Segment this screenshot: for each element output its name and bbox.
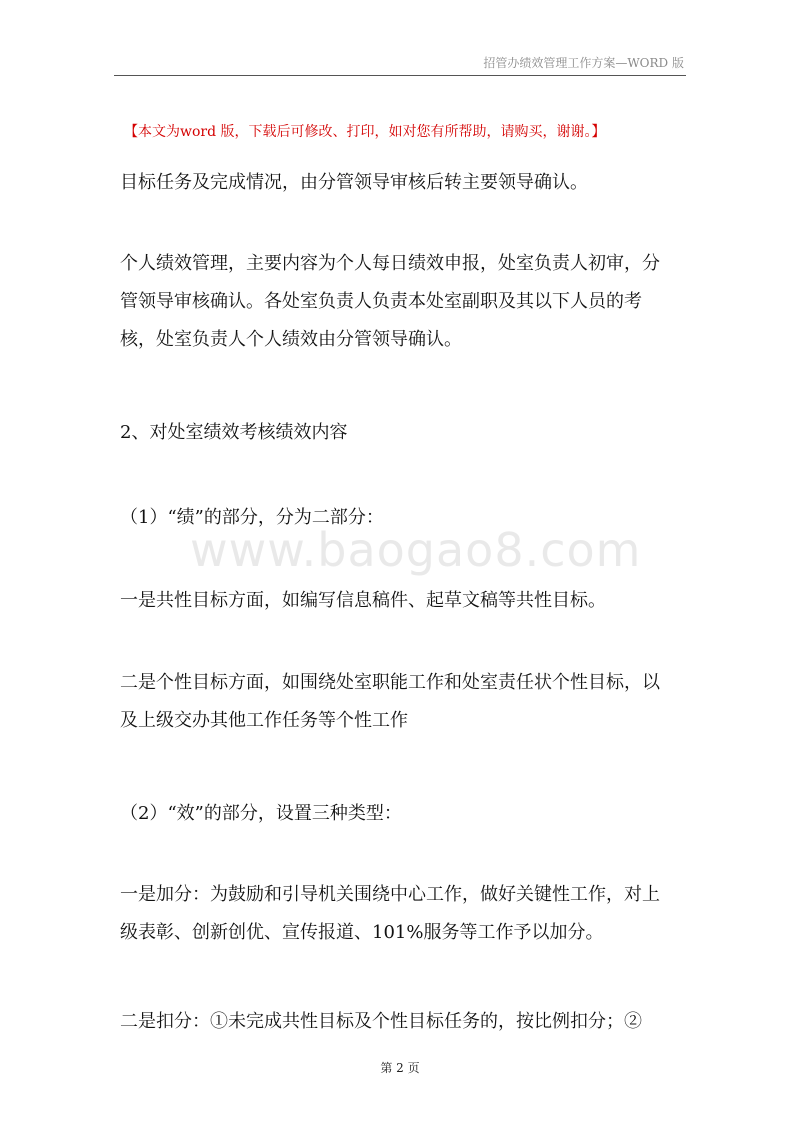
page-number: 第 2 页 <box>380 1061 420 1075</box>
paragraph-1 <box>120 164 690 202</box>
purchase-notice: 【本文为word 版，下载后可修改、打印，如对您有所帮助，请购买，谢谢。】 <box>124 124 606 140</box>
paragraph-line: 2、对处室绩效考核绩效内容 <box>120 422 348 443</box>
paragraph-7 <box>120 876 690 952</box>
watermark: www.baogao8.com <box>190 523 642 577</box>
paragraph-line: 级表彰、创新创优、宣传报道、101%服务等工作予以加分。 <box>120 922 604 943</box>
paragraph-2 <box>120 245 690 359</box>
paragraph-line: 及上级交办其他工作任务等个性工作 <box>120 710 408 731</box>
paragraph-3 <box>120 499 690 537</box>
paragraph-line: 管领导审核确认。各处室负责人负责本处室副职及其以下人员的考 <box>120 291 642 312</box>
paragraph-line: 一是共性目标方面，如编写信息稿件、起草文稿等共性目标。 <box>120 590 606 611</box>
section-heading <box>120 414 690 452</box>
paragraph-line: 目标任务及完成情况，由分管领导审核后转主要领导确认。 <box>120 172 588 193</box>
paragraph-line: 一是加分：为鼓励和引导机关围绕中心工作，做好关键性工作，对上 <box>120 884 660 905</box>
paragraph-line: 个人绩效管理，主要内容为个人每日绩效申报，处室负责人初审，分 <box>120 253 660 274</box>
header-divider <box>114 75 686 76</box>
paragraph-4 <box>120 582 690 620</box>
paragraph-line: （1）“绩”的部分，分为二部分： <box>120 507 384 528</box>
paragraph-line: 核，处室负责人个人绩效由分管领导确认。 <box>120 329 462 350</box>
paragraph-line: 二是扣分：①未完成共性目标及个性目标任务的，按比例扣分；② <box>120 1011 642 1032</box>
header-title: 招管办绩效管理工作方案—WORD 版 <box>483 56 684 70</box>
paragraph-line: （2）“效”的部分，设置三种类型： <box>120 803 402 824</box>
paragraph-5 <box>120 664 690 740</box>
paragraph-line: 二是个性目标方面，如围绕处室职能工作和处室责任状个性目标，以 <box>120 672 660 693</box>
paragraph-8 <box>120 1003 690 1041</box>
paragraph-6 <box>120 795 690 833</box>
